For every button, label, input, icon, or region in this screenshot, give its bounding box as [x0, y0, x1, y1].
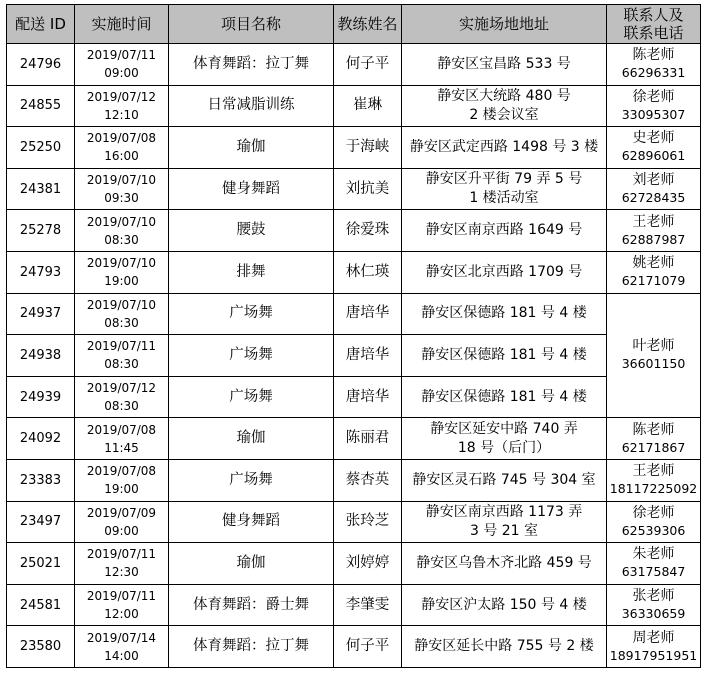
table-row	[7, 376, 701, 418]
cell-address-line2: 18 号（后门）	[457, 439, 551, 456]
cell-project: 瑜伽	[169, 127, 334, 169]
cell-clock: 08:30	[104, 399, 139, 414]
cell-coach: 陈丽君	[334, 418, 402, 460]
table-row	[7, 127, 701, 169]
cell-clock: 12:10	[104, 107, 139, 122]
cell-clock: 09:00	[104, 66, 139, 81]
cell-id: 24938	[7, 335, 75, 377]
cell-contact	[607, 293, 701, 418]
cell-address	[402, 584, 607, 626]
cell-contact-name: 朱老师	[632, 546, 675, 563]
cell-project: 广场舞	[169, 376, 334, 418]
cell-id: 25250	[7, 127, 75, 169]
cell-clock: 19:00	[104, 482, 139, 497]
cell-contact-phone: 63175847	[621, 564, 686, 580]
cell-time	[75, 584, 169, 626]
cell-clock: 14:00	[104, 648, 139, 663]
table-row	[7, 543, 701, 585]
cell-contact	[607, 501, 701, 543]
cell-project: 日常减脂训练	[169, 85, 334, 127]
cell-address	[402, 85, 607, 127]
cell-coach: 刘抗美	[334, 168, 402, 210]
cell-contact-name: 叶老师	[632, 338, 675, 355]
cell-contact-name: 徐老师	[632, 88, 675, 105]
cell-date: 2019/07/11	[86, 339, 157, 354]
cell-id: 24855	[7, 85, 75, 127]
cell-contact-name: 张老师	[632, 588, 675, 605]
cell-address-line2: 2 楼会议室	[469, 106, 539, 123]
cell-clock: 08:30	[104, 357, 139, 372]
cell-date: 2019/07/11	[86, 547, 157, 562]
table-row	[7, 293, 701, 335]
cell-id: 24381	[7, 168, 75, 210]
cell-date: 2019/07/11	[86, 589, 157, 604]
cell-id: 23497	[7, 501, 75, 543]
cell-coach: 唐培华	[334, 335, 402, 377]
table-row	[7, 335, 701, 377]
cell-contact-name: 史老师	[632, 130, 675, 147]
cell-contact-phone: 18117225092	[609, 481, 698, 497]
cell-project: 广场舞	[169, 335, 334, 377]
cell-coach: 林仁瑛	[334, 251, 402, 293]
cell-time	[75, 85, 169, 127]
table-row	[7, 44, 701, 86]
table-row	[7, 584, 701, 626]
table-row	[7, 626, 701, 668]
cell-project: 广场舞	[169, 293, 334, 335]
cell-contact-name: 王老师	[632, 213, 675, 230]
cell-time	[75, 168, 169, 210]
cell-coach: 蔡杏英	[334, 459, 402, 501]
cell-contact-phone: 62171079	[621, 273, 686, 289]
cell-address	[402, 501, 607, 543]
table-row	[7, 418, 701, 460]
cell-contact-name: 陈老师	[632, 421, 675, 438]
cell-time	[75, 210, 169, 252]
cell-address	[402, 251, 607, 293]
cell-project: 体育舞蹈：爵士舞	[169, 584, 334, 626]
cell-date: 2019/07/08	[86, 131, 157, 146]
cell-contact-phone: 62896061	[621, 148, 686, 164]
cell-id: 24092	[7, 418, 75, 460]
cell-date: 2019/07/10	[86, 256, 157, 271]
cell-date: 2019/07/11	[86, 48, 157, 63]
cell-address	[402, 335, 607, 377]
cell-project: 健身舞蹈	[169, 501, 334, 543]
cell-contact-phone: 18917951951	[609, 647, 698, 663]
cell-address-line1: 静安区灵石路 745 号 304 室	[412, 471, 596, 488]
cell-date: 2019/07/09	[86, 505, 157, 520]
cell-address-line1: 静安区保德路 181 号 4 楼	[421, 305, 587, 322]
header-row	[7, 5, 701, 44]
cell-address-line1: 静安区延安中路 740 弄	[430, 420, 578, 437]
cell-contact	[607, 44, 701, 86]
table-row	[7, 251, 701, 293]
header-address: 实施场地地址	[402, 5, 607, 44]
cell-date: 2019/07/08	[86, 422, 157, 437]
cell-address	[402, 376, 607, 418]
cell-time	[75, 127, 169, 169]
cell-date: 2019/07/10	[86, 214, 157, 229]
cell-id: 23580	[7, 626, 75, 668]
cell-time	[75, 293, 169, 335]
cell-clock: 12:00	[104, 607, 139, 622]
cell-id: 24937	[7, 293, 75, 335]
cell-coach: 李肇雯	[334, 584, 402, 626]
cell-address-line1: 静安区武定西路 1498 号 3 楼	[409, 138, 599, 155]
cell-time	[75, 501, 169, 543]
cell-contact-phone: 33095307	[621, 106, 686, 122]
cell-address-line1: 静安区南京西路 1649 号	[425, 222, 583, 239]
cell-coach: 唐培华	[334, 376, 402, 418]
cell-coach: 刘婷婷	[334, 543, 402, 585]
cell-project: 腰鼓	[169, 210, 334, 252]
cell-clock: 08:30	[104, 315, 139, 330]
cell-address	[402, 293, 607, 335]
cell-clock: 19:00	[104, 274, 139, 289]
cell-contact	[607, 418, 701, 460]
cell-time	[75, 543, 169, 585]
cell-contact	[607, 168, 701, 210]
cell-contact	[607, 543, 701, 585]
cell-id: 24793	[7, 251, 75, 293]
cell-contact	[607, 626, 701, 668]
cell-id: 24581	[7, 584, 75, 626]
cell-time	[75, 335, 169, 377]
cell-address	[402, 459, 607, 501]
cell-date: 2019/07/12	[86, 89, 157, 104]
cell-clock: 09:30	[104, 191, 139, 206]
table-row	[7, 85, 701, 127]
cell-clock: 09:00	[104, 523, 139, 538]
cell-contact	[607, 210, 701, 252]
cell-contact-phone: 62539306	[621, 522, 686, 538]
cell-address-line1: 静安区沪太路 150 号 4 楼	[421, 596, 587, 613]
cell-id: 23383	[7, 459, 75, 501]
cell-contact-phone: 62171867	[621, 439, 686, 455]
cell-contact-name: 姚老师	[632, 255, 675, 272]
cell-contact-phone: 66296331	[621, 65, 686, 81]
cell-address-line1: 静安区南京西路 1173 弄	[425, 503, 583, 520]
cell-contact	[607, 85, 701, 127]
header-time: 实施时间	[75, 5, 169, 44]
header-contact-line1: 联系人及	[623, 6, 684, 24]
cell-address-line1: 静安区乌鲁木齐北路 459 号	[416, 554, 592, 571]
cell-coach: 张玲芝	[334, 501, 402, 543]
table-body	[7, 44, 701, 668]
cell-project: 排舞	[169, 251, 334, 293]
table-row	[7, 168, 701, 210]
schedule-table	[6, 4, 701, 668]
cell-coach: 于海峡	[334, 127, 402, 169]
cell-address-line2: 3 号 21 室	[469, 522, 539, 539]
table-row	[7, 459, 701, 501]
cell-time	[75, 418, 169, 460]
cell-id: 24796	[7, 44, 75, 86]
cell-project: 健身舞蹈	[169, 168, 334, 210]
cell-contact-phone: 36330659	[621, 606, 686, 622]
cell-time	[75, 626, 169, 668]
cell-date: 2019/07/10	[86, 173, 157, 188]
cell-address-line2: 1 楼活动室	[469, 190, 539, 207]
cell-contact	[607, 459, 701, 501]
cell-id: 25278	[7, 210, 75, 252]
cell-id: 25021	[7, 543, 75, 585]
cell-project: 瑜伽	[169, 418, 334, 460]
cell-coach: 崔琳	[334, 85, 402, 127]
cell-time	[75, 459, 169, 501]
cell-address-line1: 静安区保德路 181 号 4 楼	[421, 346, 587, 363]
header-coach: 教练姓名	[334, 5, 402, 44]
cell-date: 2019/07/12	[86, 381, 157, 396]
cell-coach: 何子平	[334, 44, 402, 86]
cell-contact	[607, 584, 701, 626]
cell-clock: 16:00	[104, 149, 139, 164]
cell-contact-name: 陈老师	[632, 47, 675, 64]
cell-address-line1: 静安区延长中路 755 号 2 楼	[414, 638, 594, 655]
cell-project: 体育舞蹈：拉丁舞	[169, 626, 334, 668]
header-contact-line2: 联系电话	[623, 24, 684, 42]
header-contact	[607, 5, 701, 44]
cell-clock: 12:30	[104, 565, 139, 580]
cell-contact-phone: 36601150	[621, 356, 686, 372]
cell-address-line1: 静安区北京西路 1709 号	[425, 263, 583, 280]
header-id: 配送 ID	[7, 5, 75, 44]
cell-coach: 徐爱珠	[334, 210, 402, 252]
cell-date: 2019/07/08	[86, 464, 157, 479]
cell-address-line1: 静安区宝昌路 533 号	[437, 55, 571, 72]
cell-contact	[607, 251, 701, 293]
cell-address	[402, 168, 607, 210]
cell-id: 24939	[7, 376, 75, 418]
cell-contact-phone: 62728435	[621, 190, 686, 206]
cell-address-line1: 静安区保德路 181 号 4 楼	[421, 388, 587, 405]
cell-coach: 何子平	[334, 626, 402, 668]
cell-contact-name: 刘老师	[632, 172, 675, 189]
cell-address	[402, 210, 607, 252]
cell-date: 2019/07/14	[86, 630, 157, 645]
cell-address	[402, 127, 607, 169]
cell-address	[402, 44, 607, 86]
cell-contact	[607, 127, 701, 169]
cell-address	[402, 418, 607, 460]
cell-address	[402, 543, 607, 585]
cell-time	[75, 376, 169, 418]
cell-time	[75, 251, 169, 293]
cell-contact-name: 王老师	[632, 463, 675, 480]
cell-clock: 08:30	[104, 232, 139, 247]
cell-address-line1: 静安区升平街 79 弄 5 号	[425, 171, 583, 188]
cell-time	[75, 44, 169, 86]
table-row	[7, 210, 701, 252]
cell-date: 2019/07/10	[86, 297, 157, 312]
header-project: 项目名称	[169, 5, 334, 44]
cell-clock: 11:45	[104, 440, 139, 455]
cell-contact-name: 徐老师	[632, 504, 675, 521]
cell-contact-name: 周老师	[632, 629, 675, 646]
cell-coach: 唐培华	[334, 293, 402, 335]
cell-project: 体育舞蹈：拉丁舞	[169, 44, 334, 86]
cell-project: 瑜伽	[169, 543, 334, 585]
cell-contact-phone: 62887987	[621, 231, 686, 247]
cell-address-line1: 静安区大统路 480 号	[437, 87, 571, 104]
table-row	[7, 501, 701, 543]
cell-address	[402, 626, 607, 668]
cell-project: 广场舞	[169, 459, 334, 501]
